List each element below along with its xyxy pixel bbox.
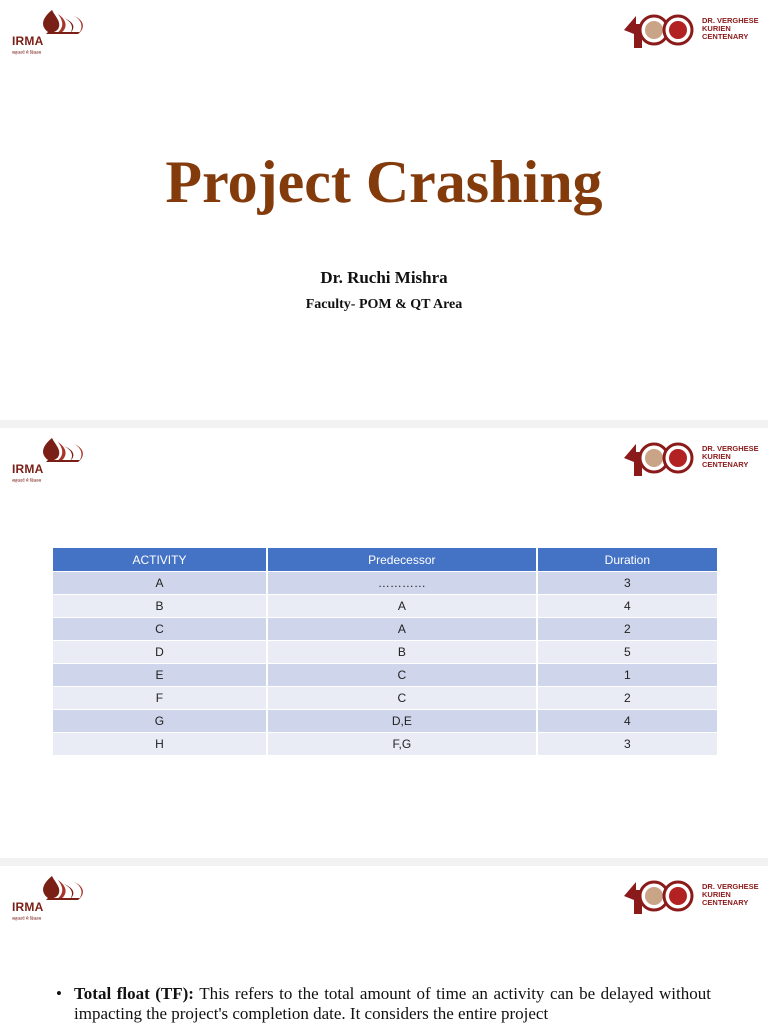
cell-predecessor: D,E <box>267 710 537 733</box>
cell-predecessor: A <box>267 595 537 618</box>
cell-duration: 4 <box>537 595 717 618</box>
irma-flame-icon <box>12 8 94 36</box>
slide-separator <box>0 858 768 866</box>
irma-tagline: सहकार्य मे विकास <box>12 478 42 483</box>
cell-duration: 2 <box>537 687 717 710</box>
bullet-text: This refers to the total amount of time an activity can be delayed without impacting the project's completion date. It considers the entire project <box>74 984 711 1023</box>
cell-activity: H <box>53 733 267 756</box>
irma-tagline: सहकार्य मे विकास <box>12 50 42 55</box>
cell-duration: 5 <box>537 641 717 664</box>
cell-activity: C <box>53 618 267 641</box>
bullet-term: Total float (TF): <box>74 984 194 1003</box>
table-row <box>53 664 717 687</box>
centenary-100-icon <box>622 10 700 54</box>
cell-activity: D <box>53 641 267 664</box>
cell-activity: E <box>53 664 267 687</box>
cell-activity: A <box>53 572 267 595</box>
irma-tagline: सहकार्य मे विकास <box>12 916 42 921</box>
irma-logo <box>12 874 94 924</box>
centenary-logo <box>622 876 764 920</box>
table-row <box>53 641 717 664</box>
author-name: Dr. Ruchi Mishra <box>320 268 448 287</box>
slide-title-text: Project Crashing <box>165 149 603 215</box>
author-affiliation: Faculty- POM & QT Area <box>305 297 463 312</box>
cell-duration: 4 <box>537 710 717 733</box>
centenary-text: DR. VERGHESE KURIEN CENTENARY <box>702 444 759 469</box>
centenary-100-icon <box>622 438 700 482</box>
irma-logo <box>12 8 94 58</box>
cell-activity: F <box>53 687 267 710</box>
slide-total-float <box>0 866 768 1024</box>
bullet-dot-icon: • <box>56 984 62 1003</box>
table-row <box>53 710 717 733</box>
column-header-predecessor: Predecessor <box>267 548 537 572</box>
table-header-row <box>53 548 717 572</box>
cell-predecessor: C <box>267 664 537 687</box>
irma-flame-icon <box>12 874 94 902</box>
cell-predecessor: F,G <box>267 733 537 756</box>
cell-duration: 2 <box>537 618 717 641</box>
cell-predecessor: A <box>267 618 537 641</box>
cell-activity: B <box>53 595 267 618</box>
slide-title <box>0 0 768 420</box>
cell-predecessor: ………… <box>267 572 537 595</box>
irma-flame-icon <box>12 436 94 464</box>
column-header-activity: ACTIVITY <box>53 548 267 572</box>
cell-duration: 3 <box>537 572 717 595</box>
centenary-logo <box>622 438 764 482</box>
centenary-logo <box>622 10 764 54</box>
centenary-text: DR. VERGHESE KURIEN CENTENARY <box>702 16 759 41</box>
slide-activity-table <box>0 428 768 858</box>
table-row <box>53 618 717 641</box>
total-float-bullet <box>56 984 711 1024</box>
irma-wordmark: IRMA <box>12 34 44 48</box>
centenary-text: DR. VERGHESE KURIEN CENTENARY <box>702 882 759 907</box>
bullet-body <box>74 984 711 1024</box>
cell-predecessor: B <box>267 641 537 664</box>
cell-predecessor: C <box>267 687 537 710</box>
activity-table <box>53 548 717 755</box>
table-row <box>53 595 717 618</box>
column-header-duration: Duration <box>537 548 717 572</box>
irma-wordmark: IRMA <box>12 462 44 476</box>
cell-duration: 3 <box>537 733 717 756</box>
centenary-100-icon <box>622 876 700 920</box>
cell-activity: G <box>53 710 267 733</box>
table-row <box>53 733 717 756</box>
table-row <box>53 687 717 710</box>
cell-duration: 1 <box>537 664 717 687</box>
table-row <box>53 572 717 595</box>
irma-logo <box>12 436 94 486</box>
slide-separator <box>0 420 768 428</box>
irma-wordmark: IRMA <box>12 900 44 914</box>
